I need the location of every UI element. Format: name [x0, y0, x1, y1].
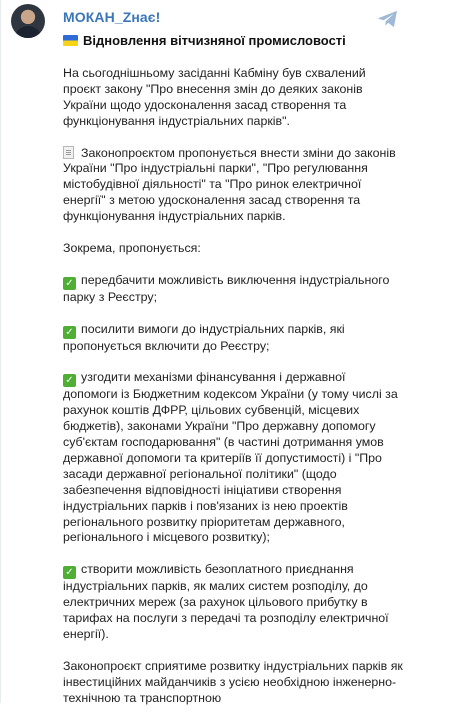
channel-avatar[interactable]	[11, 4, 45, 38]
proposal-heading-text: Зокрема, пропонується:	[63, 240, 201, 255]
intro-paragraph	[63, 66, 403, 130]
ukraine-flag-icon	[63, 35, 78, 46]
bill-text: Законопроєктом пропонується внести зміни до законів України "Про індустріальні парки", "Про регулювання містобудівної діяльності" та "Про ринок електричної енергії" з метою удосконалення засад створення та функціонування індустріальних парків.	[63, 145, 396, 224]
post-body	[63, 66, 403, 722]
intro-text: На сьогоднішньому засіданні Кабміну був схвалений проєкт закону "Про внесення змін до деяких законів України щодо удосконалення засад створення та функціонування індустріальних парків".	[63, 66, 366, 128]
list-item-text: посилити вимоги до індустріальних парків, які пропонується включити до Реєстру;	[63, 321, 345, 353]
post-title-row	[63, 33, 346, 48]
list-item	[63, 273, 403, 306]
telegram-icon[interactable]	[377, 10, 399, 28]
avatar-figure	[14, 26, 42, 38]
list-item	[63, 562, 403, 643]
list-item	[63, 370, 403, 546]
proposal-heading	[63, 241, 403, 257]
list-item-text: передбачити можливість виключення індустріального парку з Реєстру;	[63, 272, 390, 304]
check-mark-icon: ✓	[63, 326, 76, 339]
list-item-text: створити можливість безоплатного приєднання індустріальних парків, як малих систем розподілу, до електричних мереж (за рахунок цільового прибутку в тарифах на послуги з передачі та розподілу електричної енергії).	[63, 562, 389, 641]
check-mark-icon: ✓	[63, 374, 76, 387]
list-item	[63, 322, 403, 355]
list-item-text: узгодити механізми фінансування і державної допомоги із Бюджетним кодексом України (у тому числі за рахунок коштів ДФРР, цільових субвенцій, місцевих бюджетів), законами України "Про державну допомогу суб'єктам господарювання" (в частині дотримання умов державної допомоги та критеріїв її допустимості) і "Про засади державної регіональної політики" (щодо забезпечення відповідності ініціативи створення індустріальних парків і пов'язаних із нею проектів регіонального розвитку пріоритетам державного, регіонального і місцевого розвитку);	[63, 370, 398, 545]
check-mark-icon: ✓	[63, 277, 76, 290]
check-mark-icon: ✓	[63, 566, 76, 579]
channel-name[interactable]: МОКАН_Zнає!	[63, 9, 161, 25]
post-title: Відновлення вітчизняної промисловості	[83, 33, 346, 48]
closing-paragraph	[63, 659, 403, 707]
closing-text: Законопроєкт сприятиме розвитку індустріальних парків як інвестиційних майданчиків з усією необхідною інженерно-технічною та транспортною	[63, 658, 403, 705]
document-icon	[63, 146, 74, 159]
bill-paragraph	[63, 146, 403, 226]
